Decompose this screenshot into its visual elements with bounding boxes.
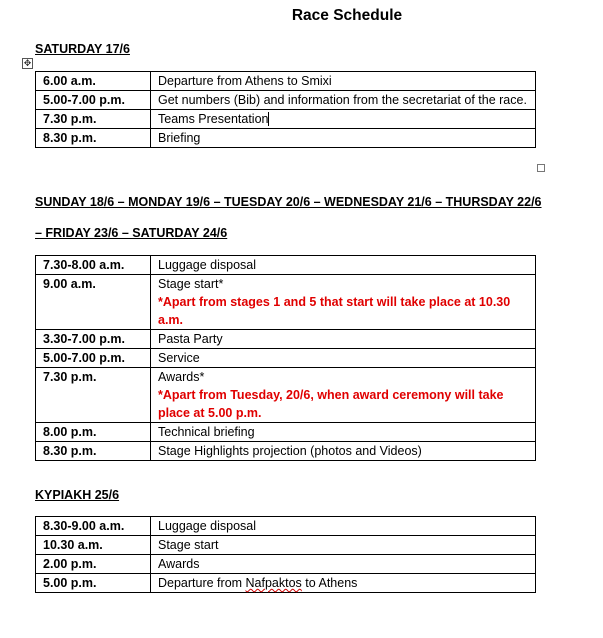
event-cell: Awards: [151, 555, 536, 574]
event-cell: Luggage disposal: [151, 256, 536, 275]
table-row: [36, 536, 536, 555]
note-text: *Apart from Tuesday, 20/6, when award ceremony will take place at 5.00 p.m.: [158, 388, 504, 420]
resize-icon[interactable]: [537, 164, 545, 172]
event-cell: [151, 574, 536, 593]
table-row: [36, 72, 536, 91]
event-cell: Technical briefing: [151, 423, 536, 442]
schedule-table-sunday: [35, 516, 536, 593]
time-cell: 9.00 a.m.: [36, 275, 151, 330]
move-icon[interactable]: ✥: [23, 58, 32, 68]
table-row: [36, 442, 536, 461]
table-row: [36, 349, 536, 368]
table-row: [36, 275, 536, 330]
time-cell: 8.30 p.m.: [36, 129, 151, 148]
time-cell: 8.30-9.00 a.m.: [36, 517, 151, 536]
event-cell: Departure from Athens to Smixi: [151, 72, 536, 91]
section-heading-weekdays-cont: – FRIDAY 23/6 – SATURDAY 24/6: [35, 226, 228, 240]
time-cell: 5.00 p.m.: [36, 574, 151, 593]
event-cell: Stage Highlights projection (photos and Videos): [151, 442, 536, 461]
time-cell: 6.00 a.m.: [36, 72, 151, 91]
time-cell: 10.30 a.m.: [36, 536, 151, 555]
text-with-cursor: Teams Presentation: [158, 112, 269, 126]
event-cell: [151, 368, 536, 423]
event-text: Stage start*: [158, 277, 224, 291]
event-cell: Service: [151, 349, 536, 368]
section-heading-weekdays: SUNDAY 18/6 – MONDAY 19/6 – TUESDAY 20/6 – WEDNESDAY 21/6 – THURSDAY 22/6: [35, 195, 542, 209]
time-cell: 3.30-7.00 p.m.: [36, 330, 151, 349]
time-cell: 5.00-7.00 p.m.: [36, 349, 151, 368]
table-row: [36, 110, 536, 129]
event-cell: [151, 275, 536, 330]
event-text-suffix: to Athens: [301, 576, 358, 590]
event-text-prefix: Departure from: [158, 576, 246, 590]
table-row: [36, 256, 536, 275]
event-cell: Stage start: [151, 536, 536, 555]
time-cell: 7.30 p.m.: [36, 368, 151, 423]
time-cell: 2.00 p.m.: [36, 555, 151, 574]
time-cell: 7.30 p.m.: [36, 110, 151, 129]
time-cell: 7.30-8.00 a.m.: [36, 256, 151, 275]
note-text: *Apart from stages 1 and 5 that start will take place at 10.30 a.m.: [158, 295, 511, 327]
time-cell: 5.00-7.00 p.m.: [36, 91, 151, 110]
table-row: [36, 330, 536, 349]
time-cell: 8.30 p.m.: [36, 442, 151, 461]
misspelled-word[interactable]: Nafpaktos: [245, 576, 302, 590]
table-row: [36, 423, 536, 442]
schedule-table-saturday: [35, 71, 536, 148]
table-row: [36, 368, 536, 423]
table-row: [36, 574, 536, 593]
event-cell: Luggage disposal: [151, 517, 536, 536]
section-heading-sunday: ΚΥΡΙΑΚΗ 25/6: [35, 488, 120, 502]
table-row: [36, 129, 536, 148]
table-row: [36, 555, 536, 574]
event-cell: Get numbers (Bib) and information from the secretariat of the race.: [151, 91, 536, 110]
event-cell: Briefing: [151, 129, 536, 148]
event-cell[interactable]: [151, 110, 536, 129]
event-cell: Pasta Party: [151, 330, 536, 349]
time-cell: 8.00 p.m.: [36, 423, 151, 442]
schedule-table-weekdays: [35, 255, 536, 461]
page-title: Race Schedule: [291, 7, 403, 24]
table-row: [36, 91, 536, 110]
section-heading-saturday: SATURDAY 17/6: [35, 42, 130, 56]
table-row: [36, 517, 536, 536]
event-text: Awards*: [158, 370, 205, 384]
